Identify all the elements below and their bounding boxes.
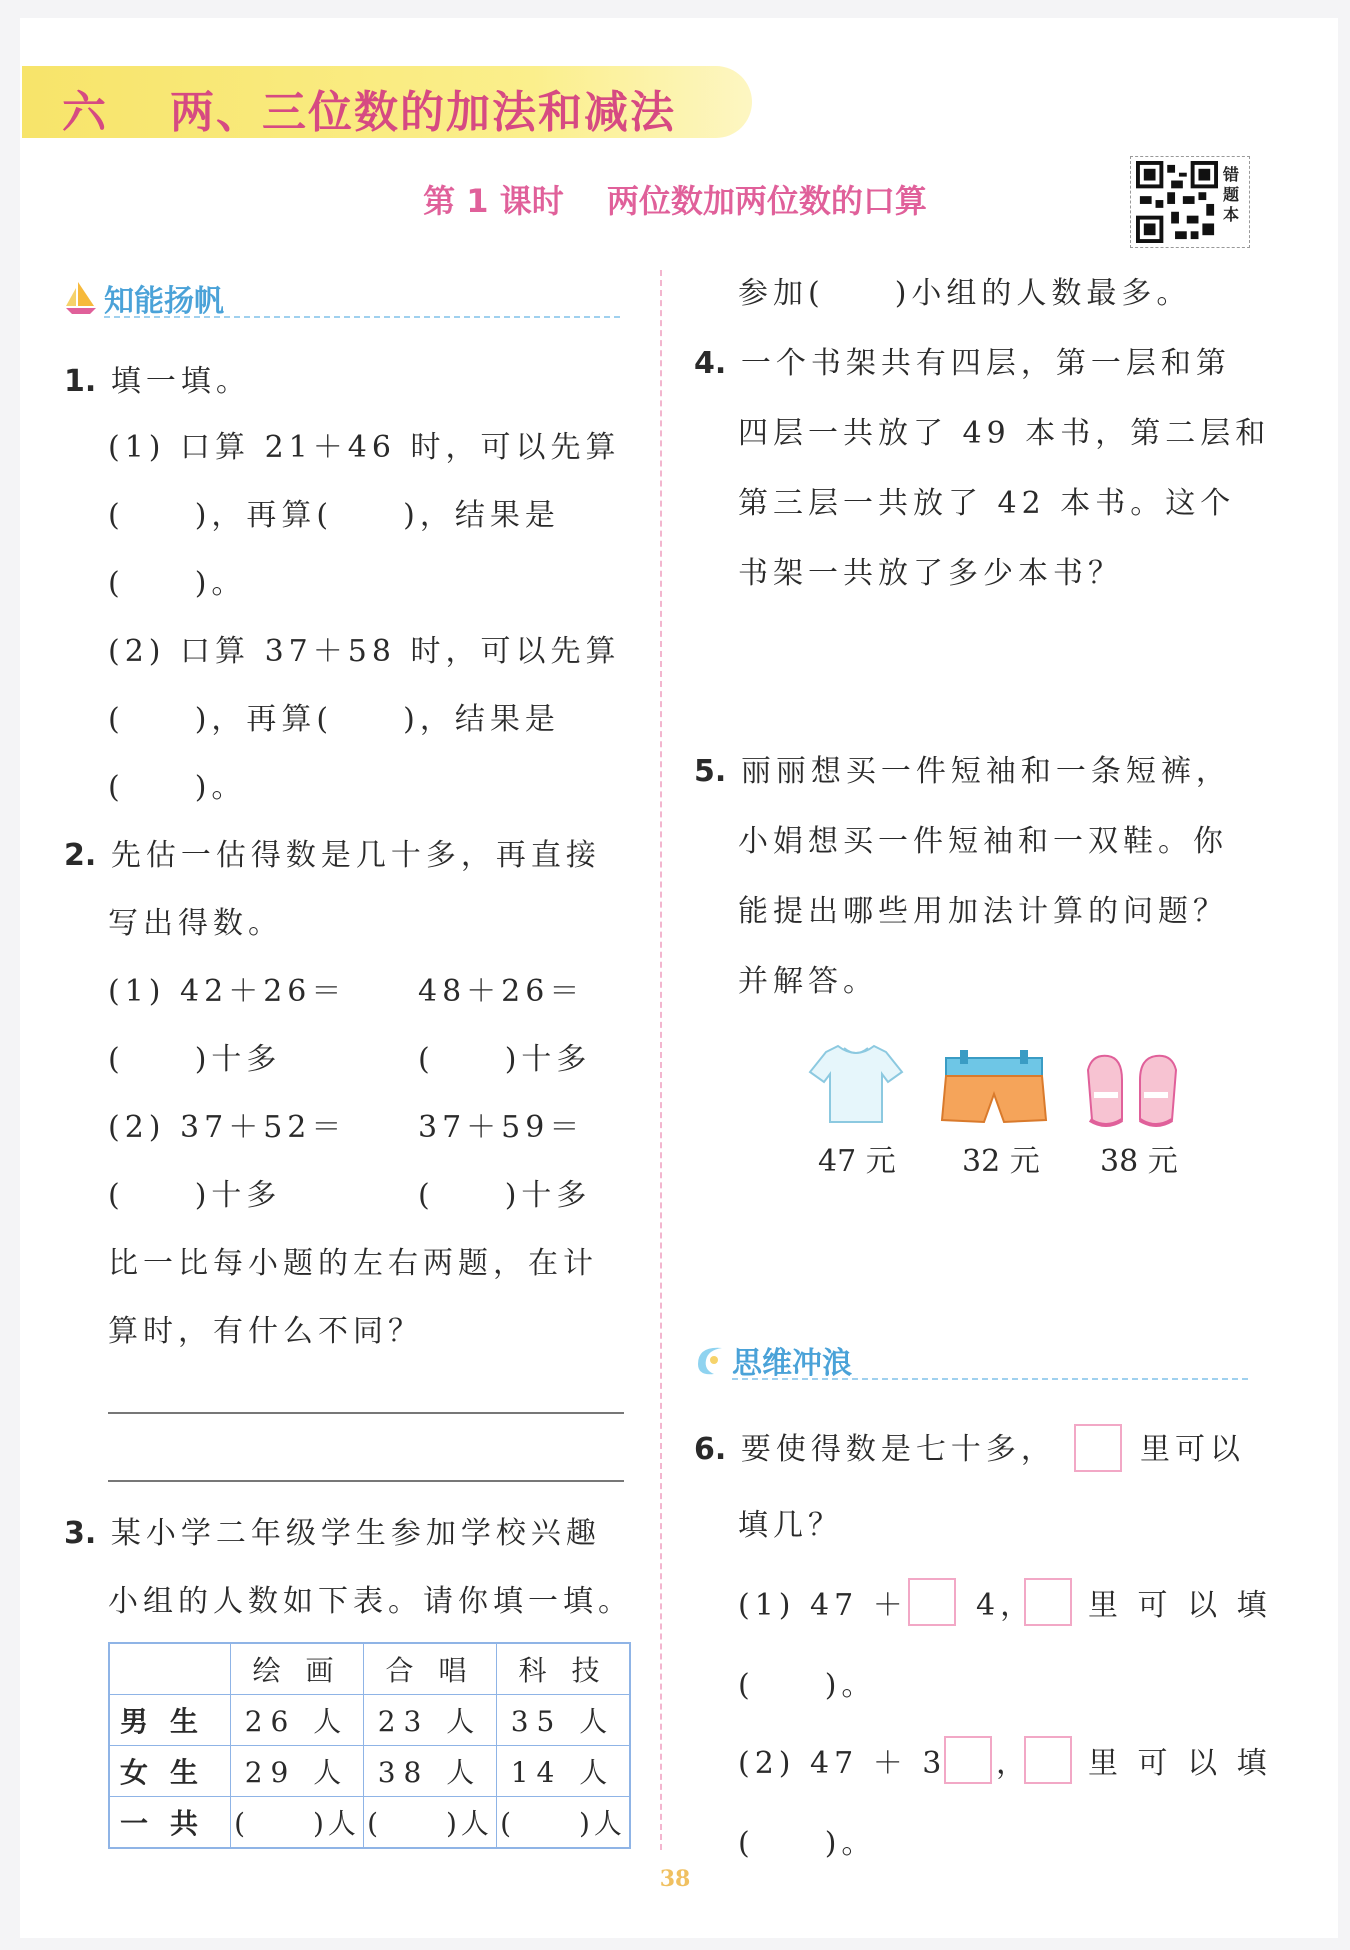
wave-icon xyxy=(692,1342,726,1378)
q6-p1-answer: ( )。 xyxy=(738,1668,877,1703)
q1-part2-line1: (2) 口算 37＋58 时，可以先算 xyxy=(108,634,621,669)
shorts-icon xyxy=(938,1050,1050,1130)
q1-part1-line3: ( )。 xyxy=(108,566,247,601)
q2-b2: 37＋59＝ xyxy=(418,1110,585,1145)
q5-line4: 并解答。 xyxy=(738,964,878,999)
q4-line4: 书架一共放了多少本书？ xyxy=(738,556,1123,591)
q2-compare-line2: 算时，有什么不同？ xyxy=(108,1314,423,1349)
section-title-right: 思维冲浪 xyxy=(732,1346,852,1381)
chapter-number: 六 xyxy=(62,87,106,138)
q5-line2: 小娟想买一件短袖和一双鞋。你 xyxy=(738,824,1228,859)
section-heading-left xyxy=(64,276,624,320)
answer-box[interactable] xyxy=(944,1736,992,1784)
q4-line1-text: 一个书架共有四层，第一层和第 xyxy=(740,346,1231,381)
q4-line3: 第三层一共放了 42 本书。这个 xyxy=(738,486,1236,521)
table-row-header: 女生 xyxy=(109,1746,231,1797)
q2-a1: (1) 42＋26＝ xyxy=(108,974,347,1009)
table-cell: 23 人 xyxy=(364,1695,497,1746)
answer-line[interactable] xyxy=(108,1480,624,1482)
q6-line1 xyxy=(694,1424,1056,1468)
answer-box[interactable] xyxy=(908,1578,956,1626)
q1-part2-line2: ( )，再算( )，结果是 xyxy=(108,702,560,737)
answer-box[interactable] xyxy=(1074,1424,1122,1472)
chapter-title: 两、三位数的加法和减法 xyxy=(170,87,676,138)
q5-number: 5. xyxy=(694,754,727,789)
q3-number: 3. xyxy=(64,1516,97,1551)
q6-p1-expr: (1) 47 ＋ xyxy=(738,1588,908,1623)
q6-p1-tail: 里 可 以 填 xyxy=(1088,1588,1272,1623)
q6-p1-digit: 4， xyxy=(976,1588,1036,1623)
q5-line3: 能提出哪些用加法计算的问题？ xyxy=(738,894,1228,929)
q2-a3: ( )十多 xyxy=(108,1042,282,1077)
shoes-icon xyxy=(1082,1050,1182,1132)
table-header-cell: 合 唱 xyxy=(364,1643,497,1695)
table-header-cell: 科 技 xyxy=(497,1643,631,1695)
tshirt-icon xyxy=(808,1042,904,1126)
q5-line1 xyxy=(694,746,1231,790)
q3-line1-text: 某小学二年级学生参加学校兴趣 xyxy=(110,1516,601,1551)
q2-b4: ( )十多 xyxy=(418,1178,592,1213)
section-title-left: 知能扬帆 xyxy=(104,284,224,319)
table-cell-blank[interactable]: ( )人 xyxy=(497,1797,631,1849)
price-tshirt: 47 元 xyxy=(818,1144,896,1179)
q6-line2: 填几？ xyxy=(738,1508,843,1543)
q6-p2-answer: ( )。 xyxy=(738,1826,877,1861)
section-heading-right xyxy=(692,1338,1252,1382)
qr-label: 错题本 xyxy=(1223,165,1240,224)
table-row-header: 一共 xyxy=(109,1797,231,1849)
q4-line2: 四层一共放了 49 本书，第二层和 xyxy=(738,416,1271,451)
table-corner xyxy=(109,1643,231,1695)
q5-line1-text: 丽丽想买一件短袖和一条短裤， xyxy=(740,754,1231,789)
table-row xyxy=(109,1797,630,1849)
q1-stem xyxy=(64,356,251,400)
q6-p2-comma: ， xyxy=(996,1746,1031,1781)
q6-p2-tail: 里 可 以 填 xyxy=(1088,1746,1272,1781)
q2-number: 2. xyxy=(64,838,97,873)
q1-number: 1. xyxy=(64,364,97,399)
table-cell: 38 人 xyxy=(364,1746,497,1797)
lesson-title: 两位数加两位数的口算 xyxy=(606,182,927,220)
table-cell: 29 人 xyxy=(231,1746,364,1797)
answer-box[interactable] xyxy=(1024,1578,1072,1626)
table-cell: 14 人 xyxy=(497,1746,631,1797)
q3-line1 xyxy=(64,1508,601,1552)
q2-b1: (2) 37＋52＝ xyxy=(108,1110,347,1145)
q6-p2-expr: (2) 47 ＋ 3 xyxy=(738,1746,947,1781)
q6-line1-end: 里可以 xyxy=(1140,1432,1245,1467)
chapter-banner xyxy=(22,66,752,138)
table-row xyxy=(109,1695,630,1746)
q2-a2: 48＋26＝ xyxy=(418,974,585,1009)
table-row-header: 男生 xyxy=(109,1695,231,1746)
table-cell-blank[interactable]: ( )人 xyxy=(231,1797,364,1849)
column-divider xyxy=(660,270,662,1850)
q2-line2: 写出得数。 xyxy=(108,906,283,941)
interest-group-table xyxy=(108,1642,631,1849)
q6-line1-text: 要使得数是七十多， xyxy=(740,1432,1056,1467)
q1-part1-line1: (1) 口算 21＋46 时，可以先算 xyxy=(108,430,621,465)
q3-continuation: 参加( )小组的人数最多。 xyxy=(738,276,1192,311)
q1-part2-line3: ( )。 xyxy=(108,770,247,805)
q2-line1-text: 先估一估得数是几十多，再直接 xyxy=(110,838,601,873)
answer-line[interactable] xyxy=(108,1412,624,1414)
q2-b3: ( )十多 xyxy=(108,1178,282,1213)
q6-number: 6. xyxy=(694,1432,727,1467)
q1-stem-text: 填一填。 xyxy=(110,364,251,399)
q2-a4: ( )十多 xyxy=(418,1042,592,1077)
table-cell-blank[interactable]: ( )人 xyxy=(364,1797,497,1849)
qr-icon xyxy=(1135,161,1219,243)
table-row xyxy=(109,1746,630,1797)
q4-number: 4. xyxy=(694,346,727,381)
q1-part1-line2: ( )，再算( )，结果是 xyxy=(108,498,560,533)
price-shorts: 32 元 xyxy=(962,1144,1040,1179)
table-header-cell: 绘 画 xyxy=(231,1643,364,1695)
q4-line1 xyxy=(694,338,1231,382)
page-number: 38 xyxy=(659,1866,691,1892)
lesson-label: 第 1 课时 xyxy=(423,182,564,220)
table-header-row xyxy=(109,1643,630,1695)
q3-line2: 小组的人数如下表。请你填一填。 xyxy=(108,1584,633,1619)
qr-code[interactable] xyxy=(1130,156,1250,248)
table-cell: 35 人 xyxy=(497,1695,631,1746)
answer-box[interactable] xyxy=(1024,1736,1072,1784)
q2-line1 xyxy=(64,830,601,874)
q2-compare-line1: 比一比每小题的左右两题，在计 xyxy=(108,1246,598,1281)
price-shoes: 38 元 xyxy=(1100,1144,1178,1179)
sailboat-icon xyxy=(64,280,98,316)
table-cell: 26 人 xyxy=(231,1695,364,1746)
